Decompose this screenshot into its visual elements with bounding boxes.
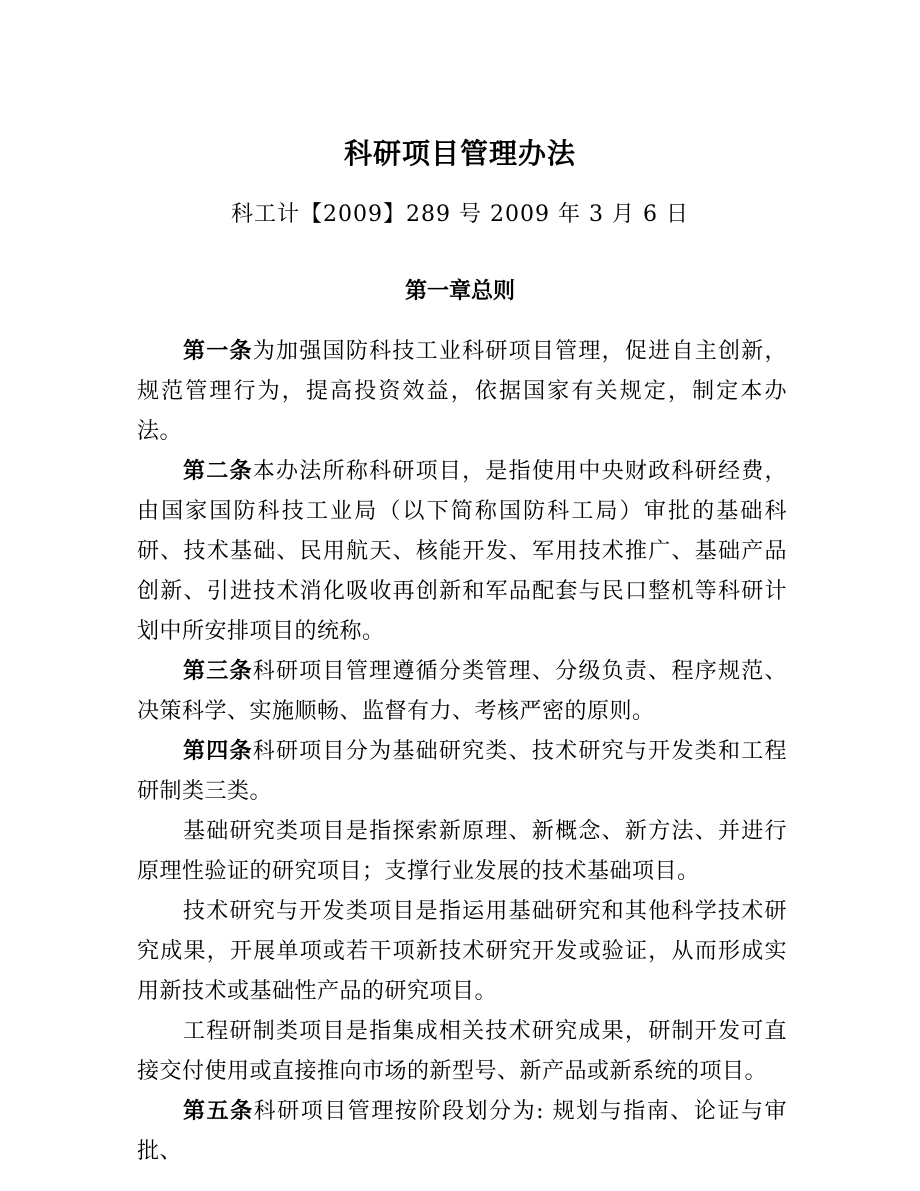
article-2 bbox=[137, 452, 787, 652]
article-label: 第一条 bbox=[183, 339, 253, 364]
article-label: 第三条 bbox=[183, 659, 253, 684]
paragraph-tech-development bbox=[137, 892, 787, 1012]
article-5 bbox=[137, 1092, 787, 1172]
document-title: 科研项目管理办法 bbox=[343, 137, 576, 170]
paragraph-text: 工程研制类项目是指集成相关技术研究成果，研制开发可直接交付使用或直接推向市场的新型号、新产品或新系统的项目。 bbox=[137, 1019, 787, 1084]
paragraph-engineering bbox=[137, 1012, 787, 1092]
article-text: 科研项目管理遵循分类管理、分级负责、程序规范、决策科学、实施顺畅、监督有力、考核严密的原则。 bbox=[137, 659, 787, 724]
paragraph-basic-research bbox=[137, 812, 787, 892]
article-label: 第二条 bbox=[183, 459, 253, 484]
article-label: 第四条 bbox=[183, 739, 253, 764]
article-3 bbox=[137, 652, 787, 732]
article-text: 为加强国防科技工业科研项目管理，促进自主创新，规范管理行为，提高投资效益，依据国家有关规定，制定本办法。 bbox=[137, 339, 787, 444]
chapter-title: 第一章总则 bbox=[404, 279, 515, 304]
paragraph-text: 基础研究类项目是指探索新原理、新概念、新方法、并进行原理性验证的研究项目；支撑行业发展的技术基础项目。 bbox=[137, 819, 787, 884]
article-1 bbox=[137, 332, 787, 452]
document-body bbox=[137, 332, 787, 1172]
article-text: 科研项目管理按阶段划分为: 规划与指南、论证与审批、 bbox=[137, 1099, 787, 1164]
document-number: 科工计【2009】289 号 2009 年 3 月 6 日 bbox=[231, 202, 689, 227]
article-text: 科研项目分为基础研究类、技术研究与开发类和工程研制类三类。 bbox=[137, 739, 787, 804]
article-text: 本办法所称科研项目，是指使用中央财政科研经费，由国家国防科技工业局（以下简称国防科工局）审批的基础科研、技术基础、民用航天、核能开发、军用技术推广、基础产品创新、引进技术消化吸收再创新和军品配套与民口整机等科研计划中所安排项目的统称。 bbox=[137, 459, 787, 644]
article-label: 第五条 bbox=[183, 1099, 254, 1124]
article-4 bbox=[137, 732, 787, 812]
paragraph-text: 技术研究与开发类项目是指运用基础研究和其他科学技术研究成果，开展单项或若干项新技术研究开发或验证，从而形成实用新技术或基础性产品的研究项目。 bbox=[137, 899, 787, 1004]
